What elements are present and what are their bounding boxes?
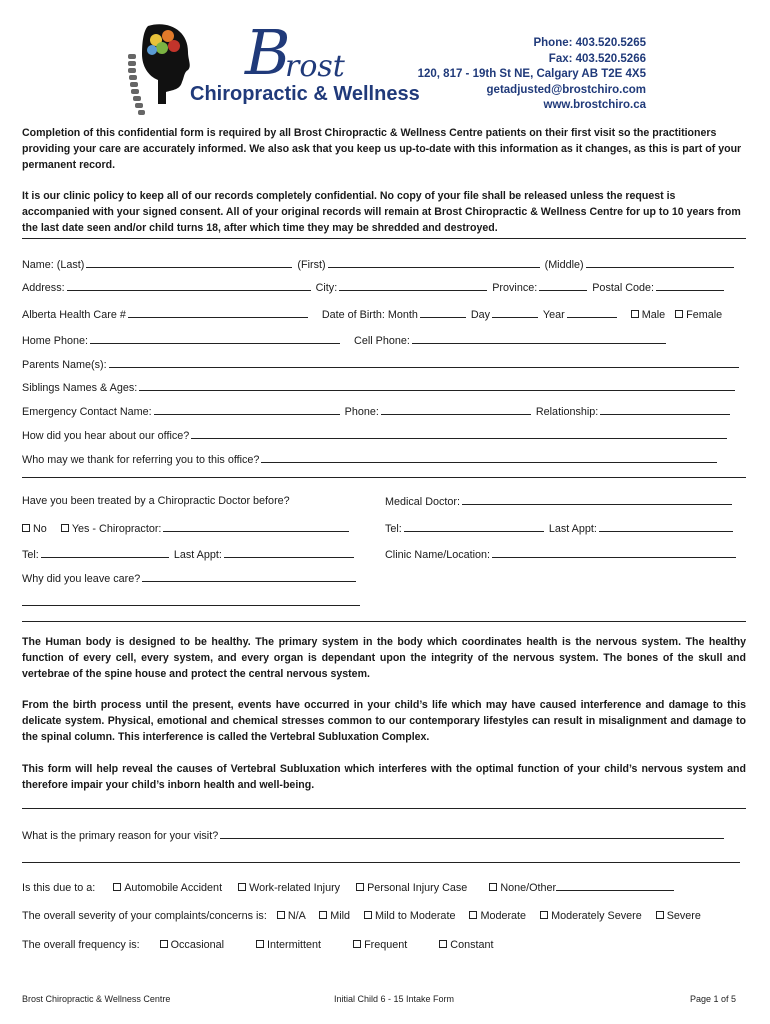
phone: Phone: 403.520.5265 [533,37,646,49]
why-leave-field[interactable] [142,571,356,582]
body-paragraph-1: The Human body is designed to be healthy. The primary system in the body which coordinates health is the nervous system. The healthy function of every cell, every system, and every organ is dependant upon the integrity of the nervous system. The bones of the skull and vertebrae of the spine house and protect the central nervous system. [22,636,746,680]
head-spine-icon [118,20,192,120]
relationship-field[interactable] [600,404,730,415]
severity-row: The overall severity of your complaints/concerns is: N/A Mild Mild to Moderate Moderate Moderately Severe Severe [22,910,701,922]
medical-doctor-row: Medical Doctor: [385,494,734,509]
personal-injury-checkbox[interactable] [356,883,364,891]
city-field[interactable] [339,280,487,291]
first-name-field[interactable] [328,257,540,268]
reason-row-2 [22,852,742,867]
cause-row: Is this due to a: Automobile Accident Work-related Injury Personal Injury Case None/Other [22,880,676,895]
website: www.brostchiro.ca [543,99,646,111]
body-paragraph-2: From the birth process until the present, events have occurred in your child’s life which may have caused interference and damage to this delicate system. Physical, emotional and chemical stresses common to our contemporary lifestyles can result in misalignment and damage to the spinal column. This interference is called the Vertebral Subluxation Complex. [22,699,746,743]
address-row: Address: City: Province: Postal Code: [22,280,726,295]
male-checkbox[interactable] [631,310,639,318]
severity-severe-checkbox[interactable] [656,911,664,919]
divider [22,238,746,239]
treated-question: Have you been treated by a Chiropractic Doctor before? [22,495,290,507]
contact-block [418,36,646,114]
divider [22,808,746,809]
reason-row: What is the primary reason for your visit? [22,828,726,843]
severity-mild-checkbox[interactable] [319,911,327,919]
home-phone-field[interactable] [90,333,340,344]
name-row: Name: (Last) (First) (Middle) [22,257,736,272]
cell-phone-field[interactable] [412,333,666,344]
yes-checkbox[interactable] [61,524,69,532]
province-field[interactable] [539,280,587,291]
freq-constant-checkbox[interactable] [439,940,447,948]
body-paragraph-3: This form will help reveal the causes of Vertebral Subluxation which interferes with the optimal function of your child’s nervous system and therefore impair your child’s inborn health and well-being. [22,763,746,791]
brand-initial: B [245,16,291,89]
chiro-tel-row: Tel: Last Appt: [22,547,356,562]
footer-form-name: Initial Child 6 - 15 Intake Form [334,994,455,1004]
emergency-row: Emergency Contact Name: Phone: Relationship: [22,404,732,419]
none-other-checkbox[interactable] [489,883,497,891]
middle-name-field[interactable] [586,257,734,268]
clinic-row: Clinic Name/Location: [385,547,738,562]
footer-clinic: Brost Chiropractic & Wellness Centre [22,994,171,1004]
hear-row: How did you hear about our office? [22,428,729,443]
work-injury-checkbox[interactable] [238,883,246,891]
brand-subtitle: Chiropractic & Wellness [190,83,420,105]
freq-intermittent-checkbox[interactable] [256,940,264,948]
parents-field[interactable] [109,357,739,368]
severity-na-checkbox[interactable] [277,911,285,919]
reason-field-2[interactable] [22,852,740,863]
health-dob-row: Alberta Health Care # Date of Birth: Month Day Year Male Female [22,309,723,321]
dob-year-field[interactable] [567,307,617,318]
referral-row: Who may we thank for referring you to this office? [22,452,719,467]
phone-row: Home Phone: Cell Phone: [22,333,668,348]
divider [22,477,746,478]
emergency-phone-field[interactable] [381,404,531,415]
severity-moderate-checkbox[interactable] [469,911,477,919]
address: 120, 817 - 19th St NE, Calgary AB T2E 4X5 [417,68,646,80]
footer-page-number: Page 1 of 5 [689,994,736,1004]
freq-occasional-checkbox[interactable] [160,940,168,948]
siblings-field[interactable] [139,380,735,391]
divider [22,621,746,622]
hear-about-field[interactable] [191,428,727,439]
dob-month-field[interactable] [420,307,466,318]
dob-day-field[interactable] [492,307,538,318]
address-field[interactable] [67,280,311,291]
severity-mod-severe-checkbox[interactable] [540,911,548,919]
clinic-field[interactable] [492,547,736,558]
doctor-tel-row: Tel: Last Appt: [385,521,735,536]
auto-accident-checkbox[interactable] [113,883,121,891]
siblings-row: Siblings Names & Ages: [22,380,737,395]
emergency-name-field[interactable] [154,404,340,415]
fax: Fax: 403.520.5266 [548,52,646,65]
brand-name: rost [285,49,345,84]
treated-answer-row: No Yes - Chiropractor: [22,521,351,536]
letterhead [0,0,770,118]
female-checkbox[interactable] [675,310,683,318]
parents-row: Parents Name(s): [22,357,741,372]
reason-field[interactable] [220,828,724,839]
intro-paragraph-1: Completion of this confidential form is required by all Brost Chiropractic & Wellness Centre patients on their first visit so the practitioners providing your care are accurately informed. We also ask that you keep us up-to-date with this information as it changes, as this is part of your permanent record. [22,127,742,171]
why-leave-row-2 [22,595,362,610]
chiro-tel-field[interactable] [41,547,169,558]
doctor-tel-field[interactable] [404,521,544,532]
chiropractor-field[interactable] [163,521,349,532]
no-checkbox[interactable] [22,524,30,532]
intro-paragraph-2: It is our clinic policy to keep all of our records completely confidential. No copy of your file shall be released unless the request is accompanied with your signed consent. All of your original records will remain at Brost Chiropractic & Wellness Centre for up to 10 years from the last date seen and/or child turns 18, after which time they may be shredded and destroyed. [22,190,741,234]
why-leave-field-2[interactable] [22,595,360,606]
doctor-last-appt-field[interactable] [599,521,733,532]
last-name-field[interactable] [86,257,292,268]
referral-field[interactable] [261,452,717,463]
medical-doctor-field[interactable] [462,494,732,505]
health-care-field[interactable] [128,307,308,318]
other-field[interactable] [556,880,674,891]
frequency-row: The overall frequency is: Occasional Intermittent Frequent Constant [22,939,494,951]
chiro-last-appt-field[interactable] [224,547,354,558]
postal-code-field[interactable] [656,280,724,291]
why-leave-row: Why did you leave care? [22,571,358,586]
email: getadjusted@brostchiro.com [486,83,646,96]
severity-mild-moderate-checkbox[interactable] [364,911,372,919]
freq-frequent-checkbox[interactable] [353,940,361,948]
